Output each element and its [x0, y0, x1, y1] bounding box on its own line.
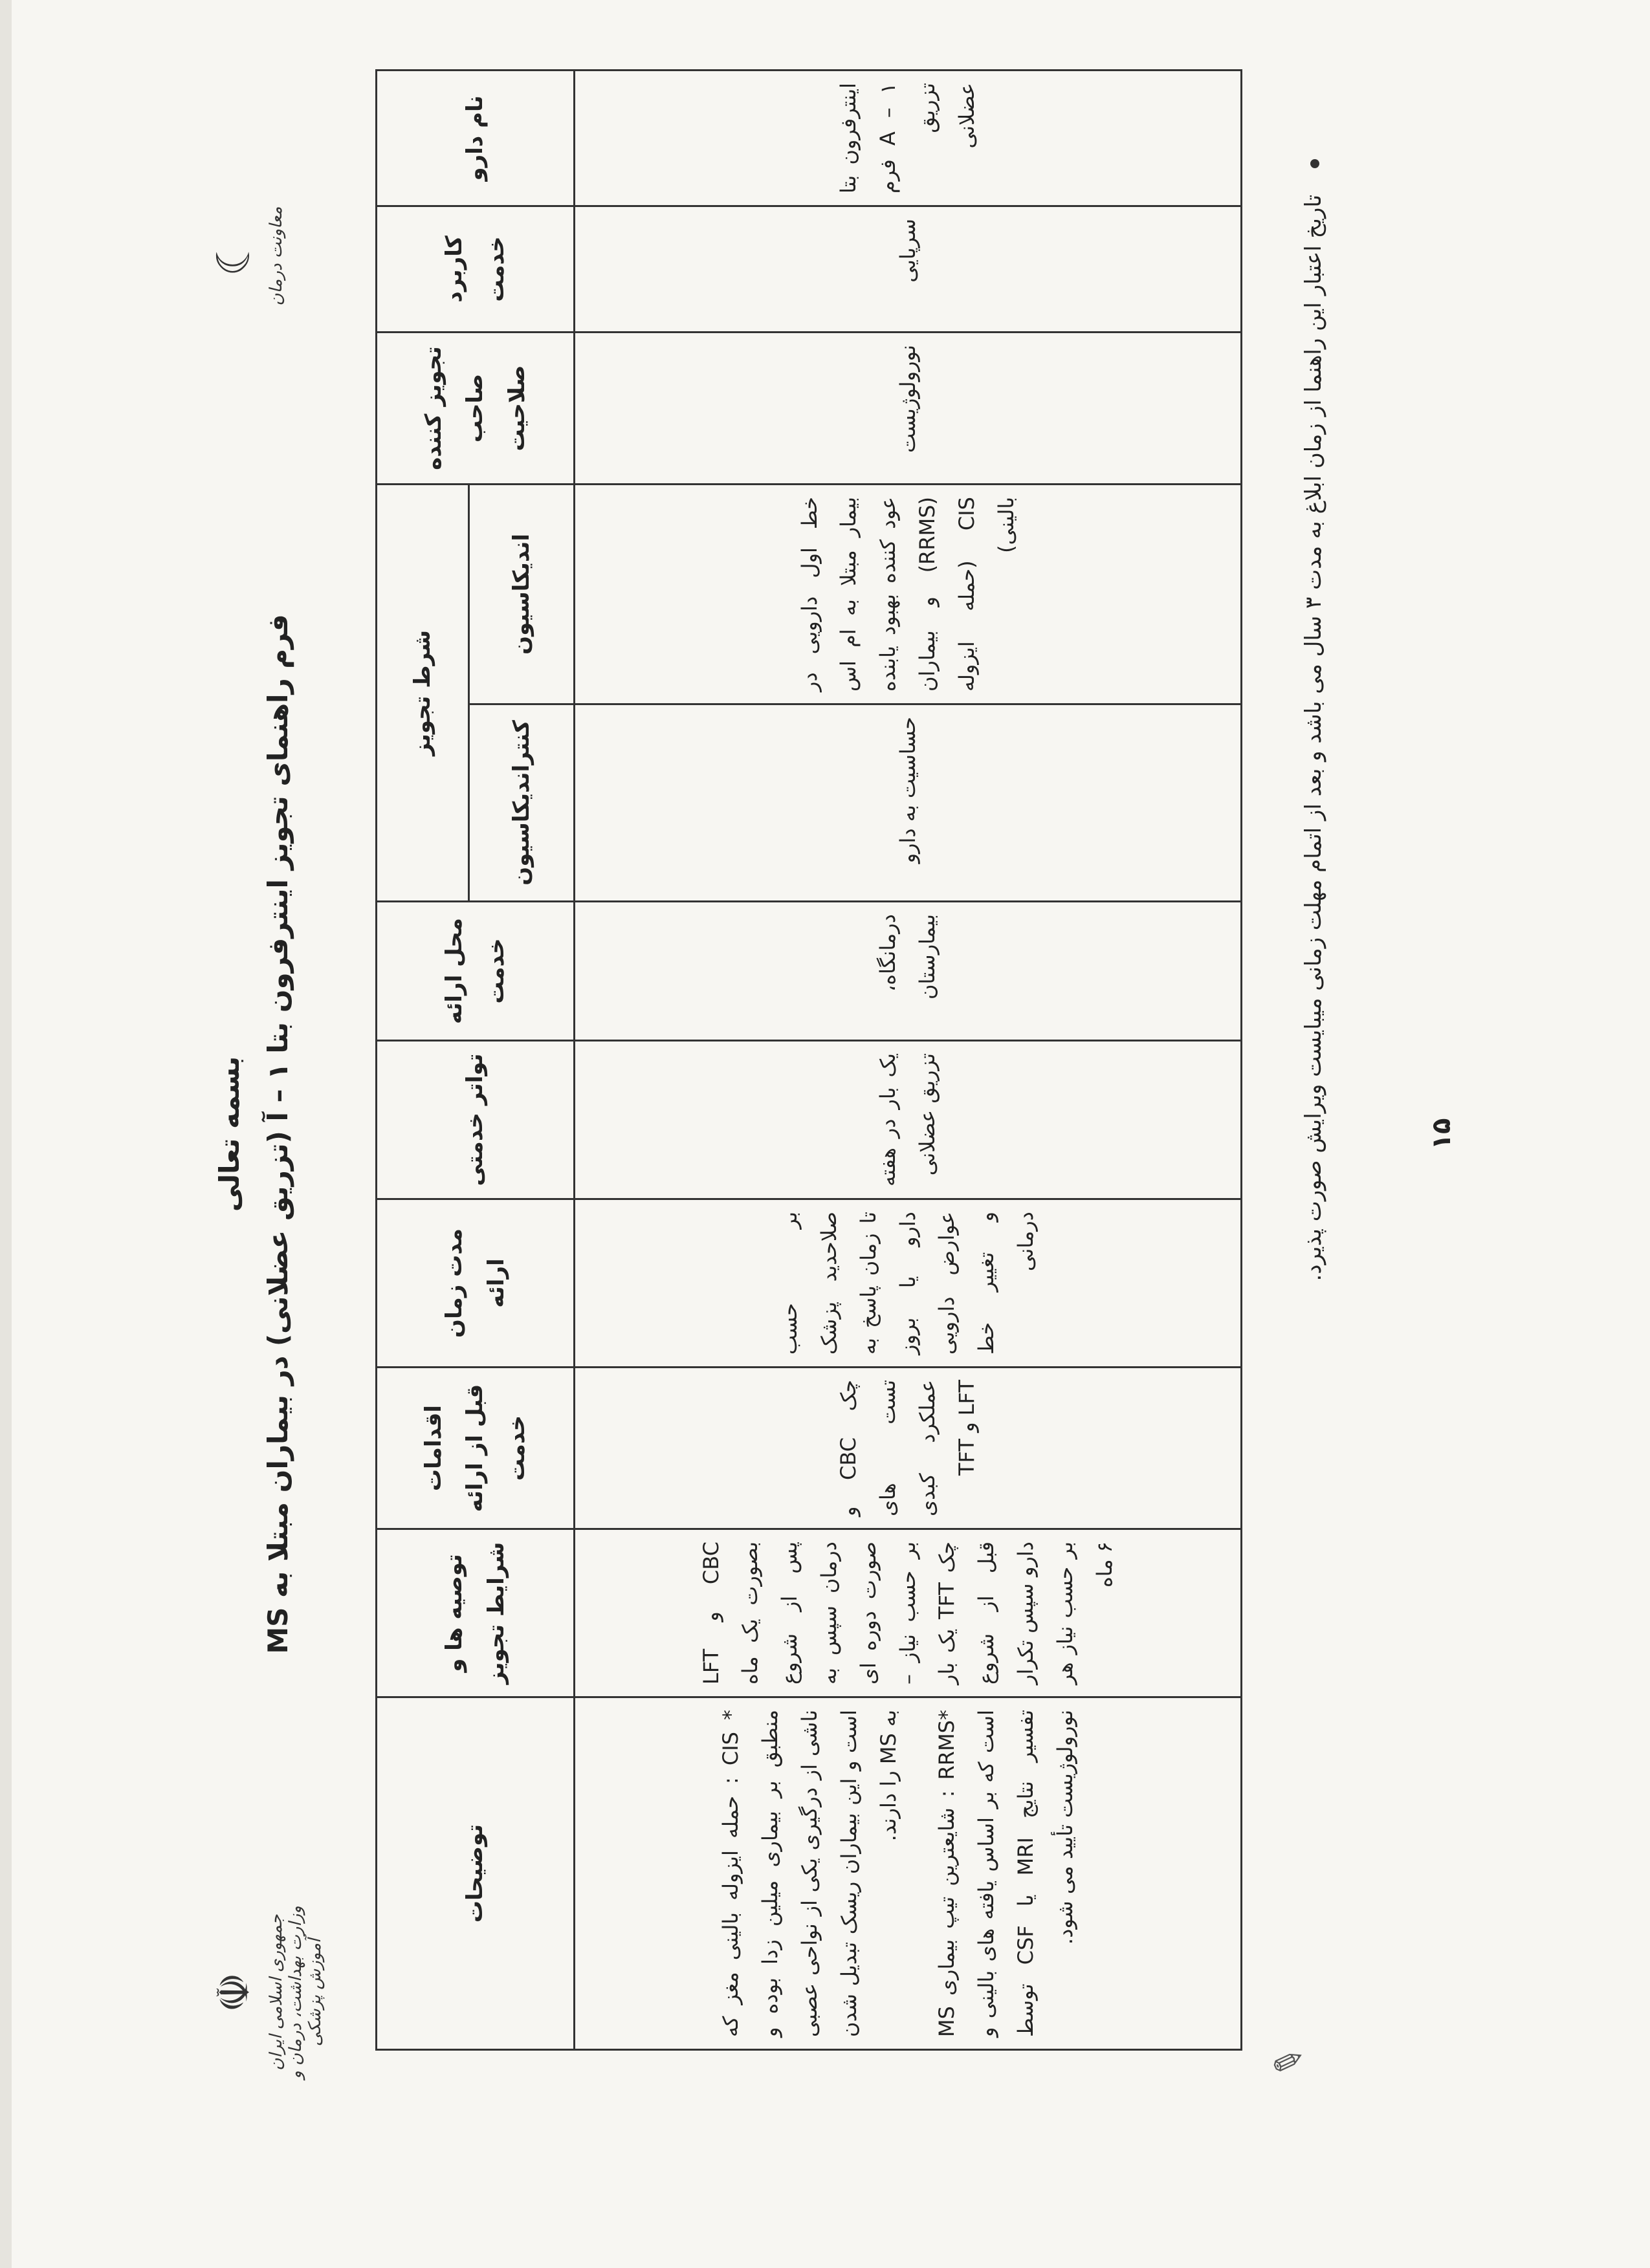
header-contraindication: کنتراندیکاسیون [469, 704, 575, 902]
cell-prescriber: نورولوژیست [575, 333, 1242, 485]
table-header-row [377, 71, 469, 2050]
deputy-logo-text: معاونت درمان [267, 206, 286, 306]
cell-service-usage: سرپایی [575, 206, 1242, 333]
header-service-duration: مدت زمان ارائه [377, 1199, 575, 1368]
guideline-table [375, 69, 1242, 2051]
cell-indication: خط اول دارویی در بیمار مبتلا به ام اس عود کننده بهبود یابنده (RRMS) و بیماران CIS (حمله ایزوله بالینی) [575, 485, 1242, 704]
iran-emblem-icon: ☫ [207, 1972, 260, 2013]
header-prescription-conditions: شرط تجویز [377, 485, 469, 902]
title-area [214, 0, 294, 2268]
cell-notes [575, 1697, 1242, 2050]
bullet-icon [1310, 159, 1319, 168]
cell-service-frequency: یک بار در هفته تزریق عضلانی [575, 1041, 1242, 1199]
cell-drug-name: اینترفرون بتا A – ۱ فرم تزریق عضلانی [575, 71, 1242, 206]
cell-pre-service-actions: چک CBC و تست های عملکرد کبدی LFT و TFT [575, 1368, 1242, 1529]
note-cis: * CIS : حمله ایزوله بالینی مغز که منطبق بر بیماری میلین زدا بوده و ناشی از درگیری یکی از نواحی عصبی است و این بیماران ریسک تبدیل شدن به MS را دارند. [718, 1709, 901, 2037]
ministry-logo-text: جمهوری اسلامی ایران وزارت بهداشت، درمان و آموزش پزشکی [267, 1906, 325, 2079]
header-pre-service-actions: اقدامات قبل از ارائه خدمت [377, 1368, 575, 1529]
page-number: ۱۵ [1427, 1118, 1457, 1150]
deputy-emblem-icon: ☾ [207, 235, 260, 277]
validity-note-text: تاریخ اعتبار این راهنما از زمان ابلاغ به مدت ۳ سال می باشد و بعد از اتمام مهلت زمانی میبایست ویرایش صورت پذیرد. [1301, 194, 1326, 1281]
cell-service-location: درمانگاه، بیمارستان [575, 902, 1242, 1041]
table-row [575, 71, 1242, 2050]
header-notes: توضیحات [377, 1697, 575, 2050]
header-prescriber: تجویز کننده صاحب صلاحیت [377, 333, 575, 485]
header-recommendations: توصیه ها و شرایط تجویز [377, 1529, 575, 1697]
header-drug-name: نام دارو [377, 71, 575, 206]
note-rrms: *RRMS : شایعترین تیپ بیماری MS است که بر اساس یافته های بالینی و تفسیر نتایج MRI یا CSF توسط نورولوژیست تأیید می شود. [934, 1710, 1077, 2037]
cell-contraindication: حساسیت به دارو [575, 704, 1242, 902]
header-service-location: محل ارائه خدمت [377, 902, 575, 1041]
handwritten-mark-icon: ✎ [1264, 2040, 1315, 2084]
cell-recommendations: CBC و LFT بصورت یک ماه پس از شروع درمان سپس به صورت دوره ای بر حسب نیاز – چک TFT یک بار قبل از شروع دارو سپس تکرار بر حسب نیاز هر ۶ ماه [575, 1529, 1242, 1697]
basmala: بسمه تعالی [214, 1056, 245, 1212]
header-indication: اندیکاسیون [469, 485, 575, 704]
page-title: فرم راهنمای تجویز اینترفرون بتا ۱ – آ (تزریق عضلانی) در بیماران مبتلا به MS [262, 614, 294, 1654]
header-service-frequency: تواتر خدمتی [377, 1041, 575, 1199]
cell-service-duration: بر حسب صلاحدید پزشک تا زمان پاسخ به دارو یا بروز عوارض دارویی و تغییر خط درمانی [575, 1199, 1242, 1368]
header-service-usage: کاربرد خدمت [377, 206, 575, 333]
validity-note [1301, 159, 1326, 1906]
